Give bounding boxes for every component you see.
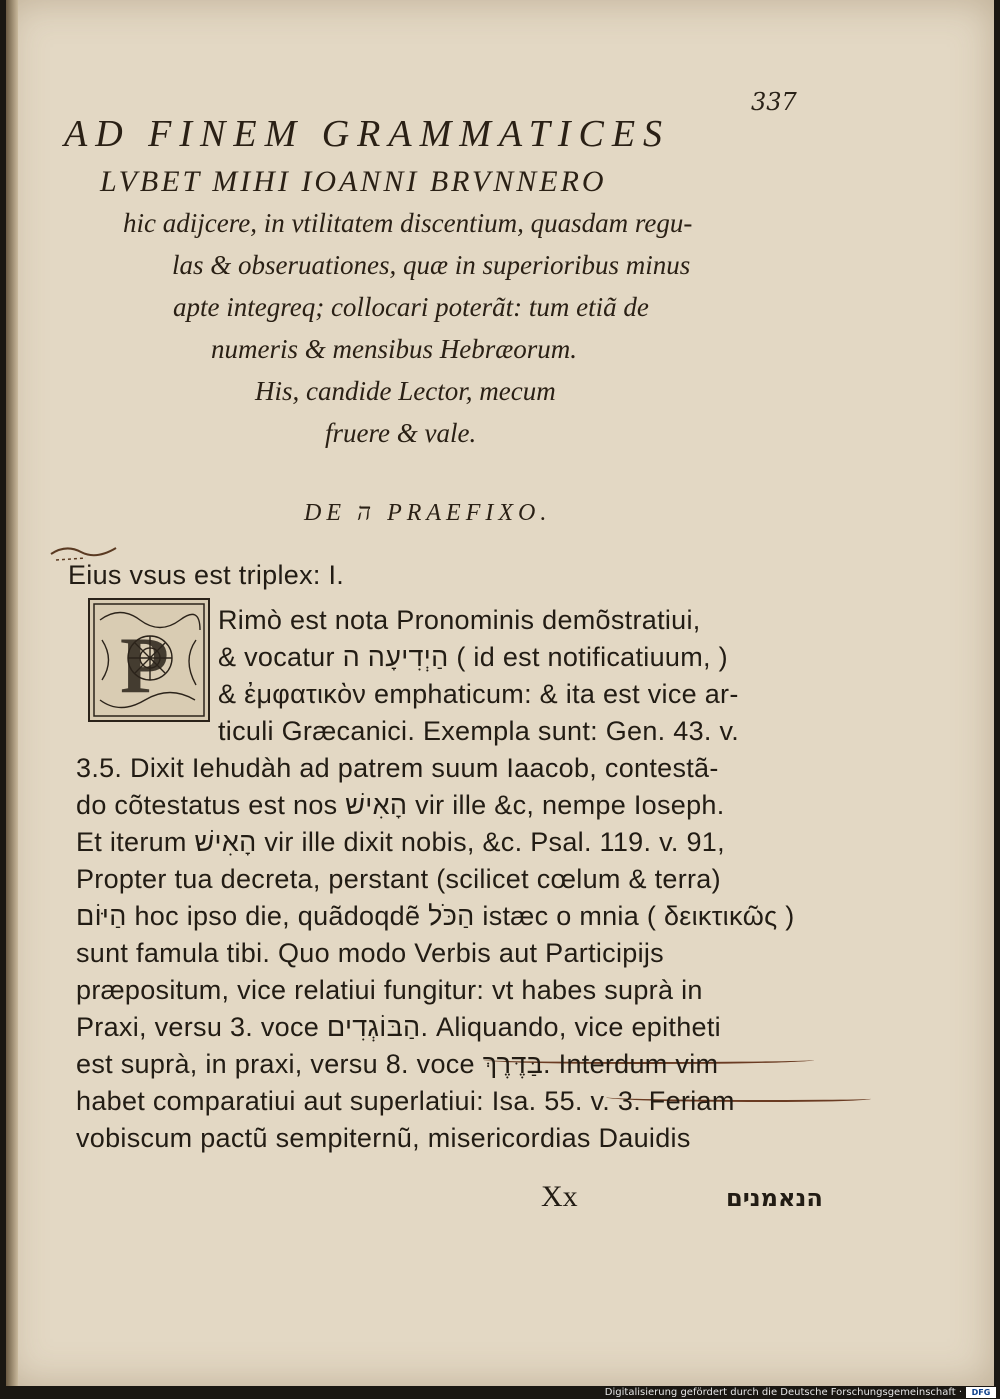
body-line-15: habet comparatiui aut superlatiui: Isa. 55. v. 3. Feriam	[76, 1086, 735, 1116]
body-line-11: sunt famula tibi. Quo modo Verbis aut Participijs	[76, 938, 664, 968]
body-line-14: est suprà, in praxi, versu 8. voce בַּדֶּרֶךְ. Interdum vim	[76, 1049, 719, 1079]
dfg-logo[interactable]: DFG	[966, 1387, 996, 1398]
body-line-8: Et iterum הָאִישׁ vir ille dixit nobis, &c. Psal. 119. v. 91,	[76, 827, 725, 857]
body-line-12: præpositum, vice relatiui fungitur: vt habes suprà in	[76, 975, 703, 1005]
catchword: הנאמנים	[726, 1184, 823, 1212]
body-line-16: vobiscum pactũ sempiternũ, misericordias Dauidis	[76, 1123, 691, 1153]
book-page	[6, 0, 994, 1386]
heading-line-1: AD FINEM GRAMMATICES	[64, 113, 671, 155]
body-line-1: Eius vsus est triplex: I.	[68, 560, 345, 590]
body-line-10: הַיּוֹם hoc ipso die, quãdoqdẽ הַכֹּל istæc o mnia ( δεικτικῶς )	[76, 901, 795, 931]
body-line-5: ticuli Græcanici. Exempla sunt: Gen. 43. v.	[218, 716, 740, 746]
body-line-3: & vocatur הַיְדִיעָה ה ( id est notificatiuum, )	[218, 642, 728, 672]
heading-line-3: hic adijcere, in vtilitatem discentium, quasdam regu-	[123, 208, 693, 238]
body-line-9: Propter tua decreta, perstant (scilicet cœlum & terra)	[76, 864, 721, 894]
ornament-initial-icon	[90, 600, 208, 720]
footer-bar	[0, 1386, 1000, 1399]
page-number: 337	[751, 88, 797, 116]
heading-line-6: numeris & mensibus Hebræorum.	[211, 334, 578, 364]
body-line-2: Rimò est nota Pronominis demõstratiui,	[218, 605, 701, 635]
page-gutter	[6, 0, 18, 1386]
section-title: DE ה PRAEFIXO.	[304, 500, 552, 526]
heading-line-7: His, candide Lector, mecum	[255, 376, 556, 406]
body-line-13: Praxi, versu 3. voce הַבּוֹגְדִים. Aliquando, vice epitheti	[76, 1012, 721, 1042]
body-line-4: & ἐμφατικὸν emphaticum: & ita est vice ar-	[218, 679, 739, 709]
decorated-initial-p	[88, 598, 210, 722]
body-line-6: 3.5. Dixit Iehudàh ad patrem suum Iaacob, contestã-	[76, 753, 719, 783]
funding-notice: Digitalisierung gefördert durch die Deutsche Forschungsgemeinschaft ·	[604, 1387, 962, 1398]
heading-line-5: apte integreq; collocari poterãt: tum etiã de	[173, 292, 649, 322]
body-line-7: do cõtestatus est nos הָאִישׁ vir ille &c, nempe Ioseph.	[76, 790, 725, 820]
signature-mark: Xx	[541, 1180, 578, 1213]
heading-line-4: las & obseruationes, quæ in superioribus minus	[172, 250, 691, 280]
heading-line-8: fruere & vale.	[325, 418, 477, 448]
heading-line-2: LVBET MIHI IOANNI BRVNNERO	[100, 165, 607, 198]
svg-text:P: P	[120, 622, 169, 710]
